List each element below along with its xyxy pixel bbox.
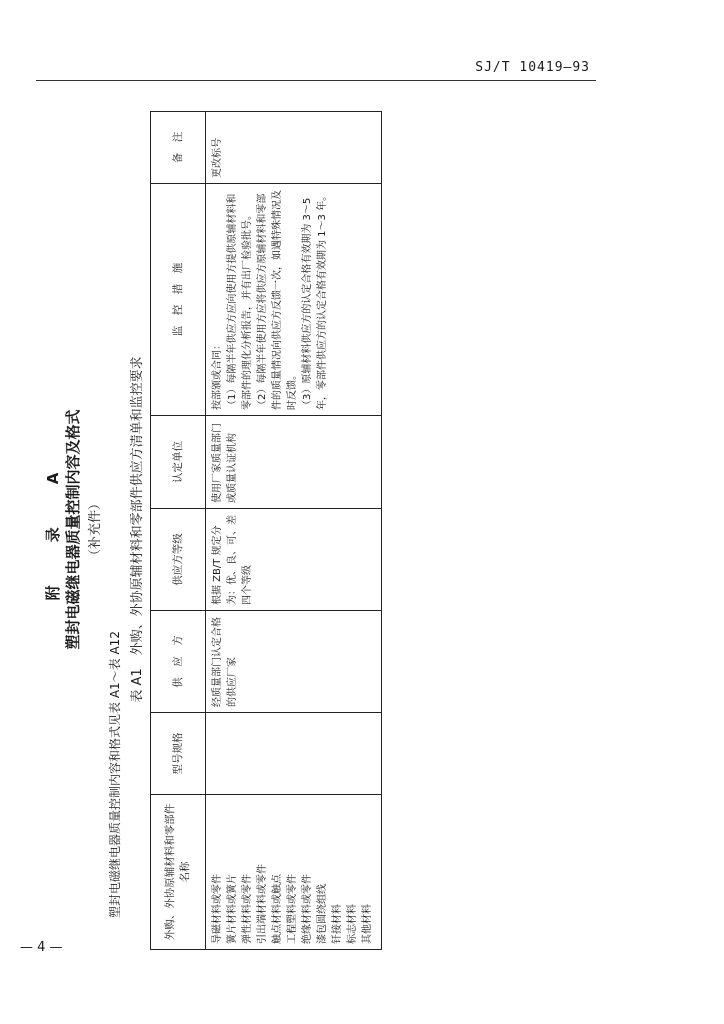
supplier-text: 经质量部门认定合格的供应厂家	[212, 617, 238, 707]
material-item: 其他材料	[362, 904, 373, 944]
table-header-row	[151, 112, 206, 950]
model-cell	[206, 713, 382, 795]
standard-code: SJ/T 10419—93	[475, 60, 590, 75]
header-material: 外购、外协原辅材料和零部件名称	[151, 795, 206, 950]
remark-text: 更改标号	[212, 138, 223, 178]
header-rule	[36, 80, 596, 81]
appendix-note: （补充件）	[88, 497, 103, 563]
material-item: 漆包圆绕组线	[317, 884, 328, 944]
appendix-heading: 塑封电磁继电器质量控制内容及格式	[64, 409, 82, 650]
monitor-cell	[206, 184, 382, 416]
page-number: — 4 —	[20, 940, 63, 955]
material-list-cell	[206, 795, 382, 950]
table-caption: 表 A1 外购、外协原辅材料和零部件供应方清单和监控要求	[130, 356, 145, 703]
material-item: 触点材料或触点	[272, 874, 283, 944]
material-item: 簧片材料或簧片	[227, 874, 238, 944]
table-row	[206, 112, 382, 950]
remark-cell	[206, 112, 382, 184]
grade-text: 根据 ZB/T 规定分为：优、良、可、差四个等级	[212, 515, 253, 605]
intro-text: 塑封电磁继电器质量控制内容和格式见表 A1～表 A12	[108, 631, 122, 918]
header-grade: 供应方等级	[151, 509, 206, 611]
material-item: 绝缘材料或零件	[302, 874, 313, 944]
monitor-line: 按部颁或合同：	[212, 340, 223, 410]
monitor-line: （2）每隔半年使用方应将供应方原辅材料和零部件的质量情况向供应方反馈一次，如遇特殊情况及时反馈。	[257, 190, 298, 410]
material-item: 钎接材料	[332, 904, 343, 944]
material-item: 弹性材料或零件	[242, 874, 253, 944]
rotated-content	[40, 97, 386, 962]
cert-cell	[206, 416, 382, 509]
material-item: 导磁材料或零件	[212, 874, 223, 944]
material-item: 标志材料	[347, 904, 358, 944]
appendix-title: 附 录 A	[44, 458, 62, 601]
header-remark: 备 注	[151, 112, 206, 184]
grade-cell	[206, 509, 382, 611]
material-item: 工程塑料或零件	[287, 874, 298, 944]
header-model: 型号规格	[151, 713, 206, 795]
monitor-line: （3）原辅材料供应方的认定合格有效期为 3～5 年，零部件供应方的认定合格有效期为 1～3 年。	[302, 190, 328, 410]
requirements-table	[150, 111, 382, 950]
material-item: 引出端材料或零件	[257, 864, 268, 944]
cert-text: 使用厂家质量部门或质量认证机构	[212, 423, 238, 503]
header-cert: 认定单位	[151, 416, 206, 509]
monitor-line: （1）每隔半年供应方应向使用方提供原辅材料和零部件的理化分析报告，并有出厂检验批号。	[227, 193, 253, 410]
header-supplier: 供 应 方	[151, 611, 206, 713]
header-monitor: 监 控 措 施	[151, 184, 206, 416]
supplier-cell	[206, 611, 382, 713]
